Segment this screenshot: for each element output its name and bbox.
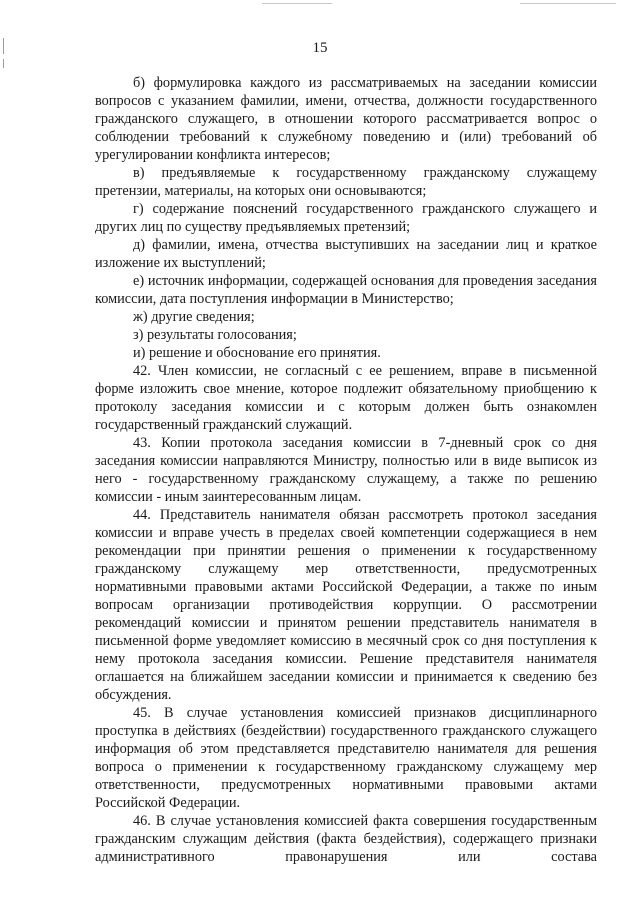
paragraph-b: б) формулировка каждого из рассматриваемых на заседании комиссии вопросов с указанием фамилии, имени, отчества, должности государственного гражданского служащего, в отношении которого рассматривается вопрос о соблюдении требований к служебному поведению и (или) требований об урегулировании конфликта интересов; <box>95 75 597 163</box>
clause-46: 46. В случае установления комиссией факта совершения государственным гражданским служащим действия (факта бездействия), содержащего признаки административного правонарушения или состава <box>95 813 597 865</box>
paragraph-d: д) фамилии, имена, отчества выступивших на заседании лиц и краткое изложение их выступлений; <box>95 237 597 271</box>
clause-43: 43. Копии протокола заседания комиссии в 7-дневный срок со дня заседания комиссии направляются Министру, полностью или в виде выписок из него - государственному гражданскому служащему, а также по решению комиссии - иным заинтересованным лицам. <box>95 435 597 505</box>
scan-artifact-top-2 <box>520 3 616 4</box>
clause-42: 42. Член комиссии, не согласный с ее решением, вправе в письменной форме изложить свое мнение, которое подлежит обязательному приобщению к протоколу заседания комиссии и с которым должен быть ознакомлен государственный гражданский служащий. <box>95 363 597 433</box>
paragraph-g: г) содержание пояснений государственного гражданского служащего и других лиц по существу предъявляемых претензий; <box>95 201 597 235</box>
paragraph-e: е) источник информации, содержащей основания для проведения заседания комиссии, дата поступления информации в Министерство; <box>95 273 597 307</box>
scan-artifact-left-2 <box>3 59 4 68</box>
paragraph-i: и) решение и обоснование его принятия. <box>133 345 381 361</box>
paragraph-v: в) предъявляемые к государственному гражданскому служащему претензии, материалы, на которых они основываются; <box>95 165 597 199</box>
paragraph-zh: ж) другие сведения; <box>133 309 255 325</box>
clause-45: 45. В случае установления комиссией признаков дисциплинарного проступка в действиях (бездействии) государственного гражданского служащего информация об этом представляется представителю нанимателя для решения вопроса о применении к государственному гражданскому служащему мер ответственности, предусмотренных нормативными правовыми актами Российской Федерации. <box>95 705 597 811</box>
clause-44: 44. Представитель нанимателя обязан рассмотреть протокол заседания комиссии и вправе учесть в пределах своей компетенции содержащиеся в нем рекомендации при принятии решения о применении к государственному гражданскому служащему мер ответственности, предусмотренных нормативными правовыми актами Российской Федерации, а также по иным вопросам организации противодействия коррупции. О рассмотрении рекомендаций комиссии и принятом решении представитель нанимателя в письменной форме уведомляет комиссию в месячный срок со дня поступления к нему протокола заседания комиссии. Решение представителя нанимателя оглашается на ближайшем заседании комиссии и принимается к сведению без обсуждения. <box>95 507 597 703</box>
paragraph-z: з) результаты голосования; <box>133 327 297 343</box>
page-number: 15 <box>312 40 328 56</box>
document-body <box>95 74 597 866</box>
scan-artifact-top-1 <box>262 3 332 4</box>
